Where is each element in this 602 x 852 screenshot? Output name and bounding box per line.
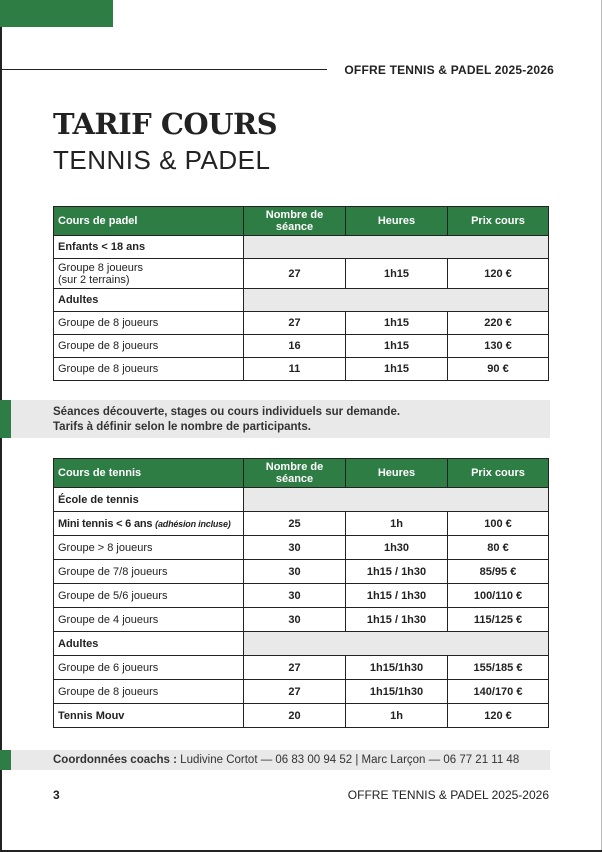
section-row: [54, 632, 549, 656]
row-hours: 1h: [346, 704, 448, 728]
row-name: Groupe de 7/8 joueurs: [54, 560, 244, 584]
table-row: [54, 335, 549, 358]
table-row: [54, 358, 549, 381]
row-hours: 1h15 / 1h30: [346, 584, 448, 608]
row-price: 90 €: [448, 358, 549, 381]
row-sessions: 30: [244, 536, 346, 560]
table-row: [54, 259, 549, 289]
row-sessions: 27: [244, 312, 346, 335]
padel-price-table: [53, 206, 549, 381]
column-header-course: Cours de padel: [54, 207, 244, 236]
column-header-sessions: Nombre de séance: [244, 207, 346, 236]
row-hours: 1h15 / 1h30: [346, 608, 448, 632]
row-name: Groupe de 5/6 joueurs: [54, 584, 244, 608]
section-row: [54, 236, 549, 259]
footer-title: OFFRE TENNIS & PADEL 2025-2026: [347, 788, 549, 802]
section-row: [54, 488, 549, 512]
column-header-price: Prix cours: [448, 207, 549, 236]
row-price: 80 €: [448, 536, 549, 560]
section-label: Enfants < 18 ans: [54, 236, 244, 259]
table-row: [54, 704, 549, 728]
section-label: Adultes: [54, 632, 244, 656]
row-sessions: 27: [244, 656, 346, 680]
contact-label: Coordonnées coachs :: [53, 754, 177, 766]
table-row: [54, 584, 549, 608]
row-name: Groupe de 8 joueurs: [54, 680, 244, 704]
row-name: Groupe de 8 joueurs: [54, 335, 244, 358]
row-sessions: 27: [244, 680, 346, 704]
row-name: Groupe de 6 joueurs: [54, 656, 244, 680]
row-name-line2: (sur 2 terrains): [58, 273, 130, 286]
row-hours: 1h30: [346, 536, 448, 560]
row-name: Groupe de 8 joueurs: [54, 312, 244, 335]
row-price: 85/95 €: [448, 560, 549, 584]
tennis-price-table: [53, 458, 549, 728]
table-header-row: [54, 207, 549, 236]
table-header-row: [54, 459, 549, 488]
row-price: 120 €: [448, 704, 549, 728]
contact-text: [53, 754, 519, 766]
row-hours: 1h15/1h30: [346, 680, 448, 704]
section-fill: [244, 488, 549, 512]
row-hours: 1h15 / 1h30: [346, 560, 448, 584]
header-rule: [0, 69, 327, 70]
row-price: 100 €: [448, 512, 549, 536]
row-sessions: 30: [244, 608, 346, 632]
page-subtitle: TENNIS & PADEL: [53, 145, 271, 175]
section-label: Adultes: [54, 289, 244, 312]
section-fill: [244, 289, 549, 312]
row-price: 140/170 €: [448, 680, 549, 704]
row-name: Groupe > 8 joueurs: [54, 536, 244, 560]
row-name-main: Mini tennis < 6 ans: [58, 517, 153, 530]
corner-accent-band: [0, 0, 113, 27]
column-header-sessions: Nombre de séance: [244, 459, 346, 488]
row-name-line1: Groupe 8 joueurs: [58, 261, 143, 274]
row-hours: 1h: [346, 512, 448, 536]
header-title: OFFRE TENNIS & PADEL 2025-2026: [344, 63, 554, 77]
row-price: 155/185 €: [448, 656, 549, 680]
table-row: [54, 608, 549, 632]
row-name: Tennis Mouv: [54, 704, 244, 728]
row-name-note: (adhésion incluse): [155, 518, 231, 529]
row-name: [54, 259, 244, 289]
banner-accent-bar: [0, 400, 11, 438]
row-price: 100/110 €: [448, 584, 549, 608]
table-row: [54, 312, 549, 335]
row-price: 220 €: [448, 312, 549, 335]
section-fill: [244, 632, 549, 656]
contact-details: Ludivine Cortot — 06 83 00 94 52 | Marc Larçon — 06 77 21 11 48: [180, 754, 520, 766]
column-header-course: Cours de tennis: [54, 459, 244, 488]
section-fill: [244, 236, 549, 259]
row-sessions: 30: [244, 560, 346, 584]
section-row: [54, 289, 549, 312]
banner-text: [53, 405, 400, 435]
row-hours: 1h15/1h30: [346, 656, 448, 680]
row-price: 115/125 €: [448, 608, 549, 632]
table-row: [54, 536, 549, 560]
page-number: 3: [53, 788, 60, 802]
row-sessions: 16: [244, 335, 346, 358]
row-hours: 1h15: [346, 335, 448, 358]
page-title: TARIF COURS: [53, 107, 278, 141]
section-label: École de tennis: [54, 488, 244, 512]
row-hours: 1h15: [346, 358, 448, 381]
row-hours: 1h15: [346, 312, 448, 335]
row-sessions: 30: [244, 584, 346, 608]
table-row: [54, 680, 549, 704]
row-sessions: 11: [244, 358, 346, 381]
row-sessions: 20: [244, 704, 346, 728]
info-banner: [0, 400, 550, 438]
row-price: 120 €: [448, 259, 549, 289]
row-name: [54, 512, 244, 536]
contact-banner: [0, 750, 550, 770]
row-price: 130 €: [448, 335, 549, 358]
banner-accent-bar: [0, 750, 11, 770]
column-header-price: Prix cours: [448, 459, 549, 488]
table-row: [54, 560, 549, 584]
banner-line-1: Séances découverte, stages ou cours individuels sur demande.: [53, 406, 401, 418]
table-row: [54, 656, 549, 680]
column-header-hours: Heures: [346, 459, 448, 488]
column-header-hours: Heures: [346, 207, 448, 236]
table-row: [54, 512, 549, 536]
row-name: Groupe de 8 joueurs: [54, 358, 244, 381]
row-sessions: 25: [244, 512, 346, 536]
banner-line-2: Tarifs à définir selon le nombre de participants.: [53, 421, 311, 433]
row-hours: 1h15: [346, 259, 448, 289]
row-sessions: 27: [244, 259, 346, 289]
row-name: Groupe de 4 joueurs: [54, 608, 244, 632]
